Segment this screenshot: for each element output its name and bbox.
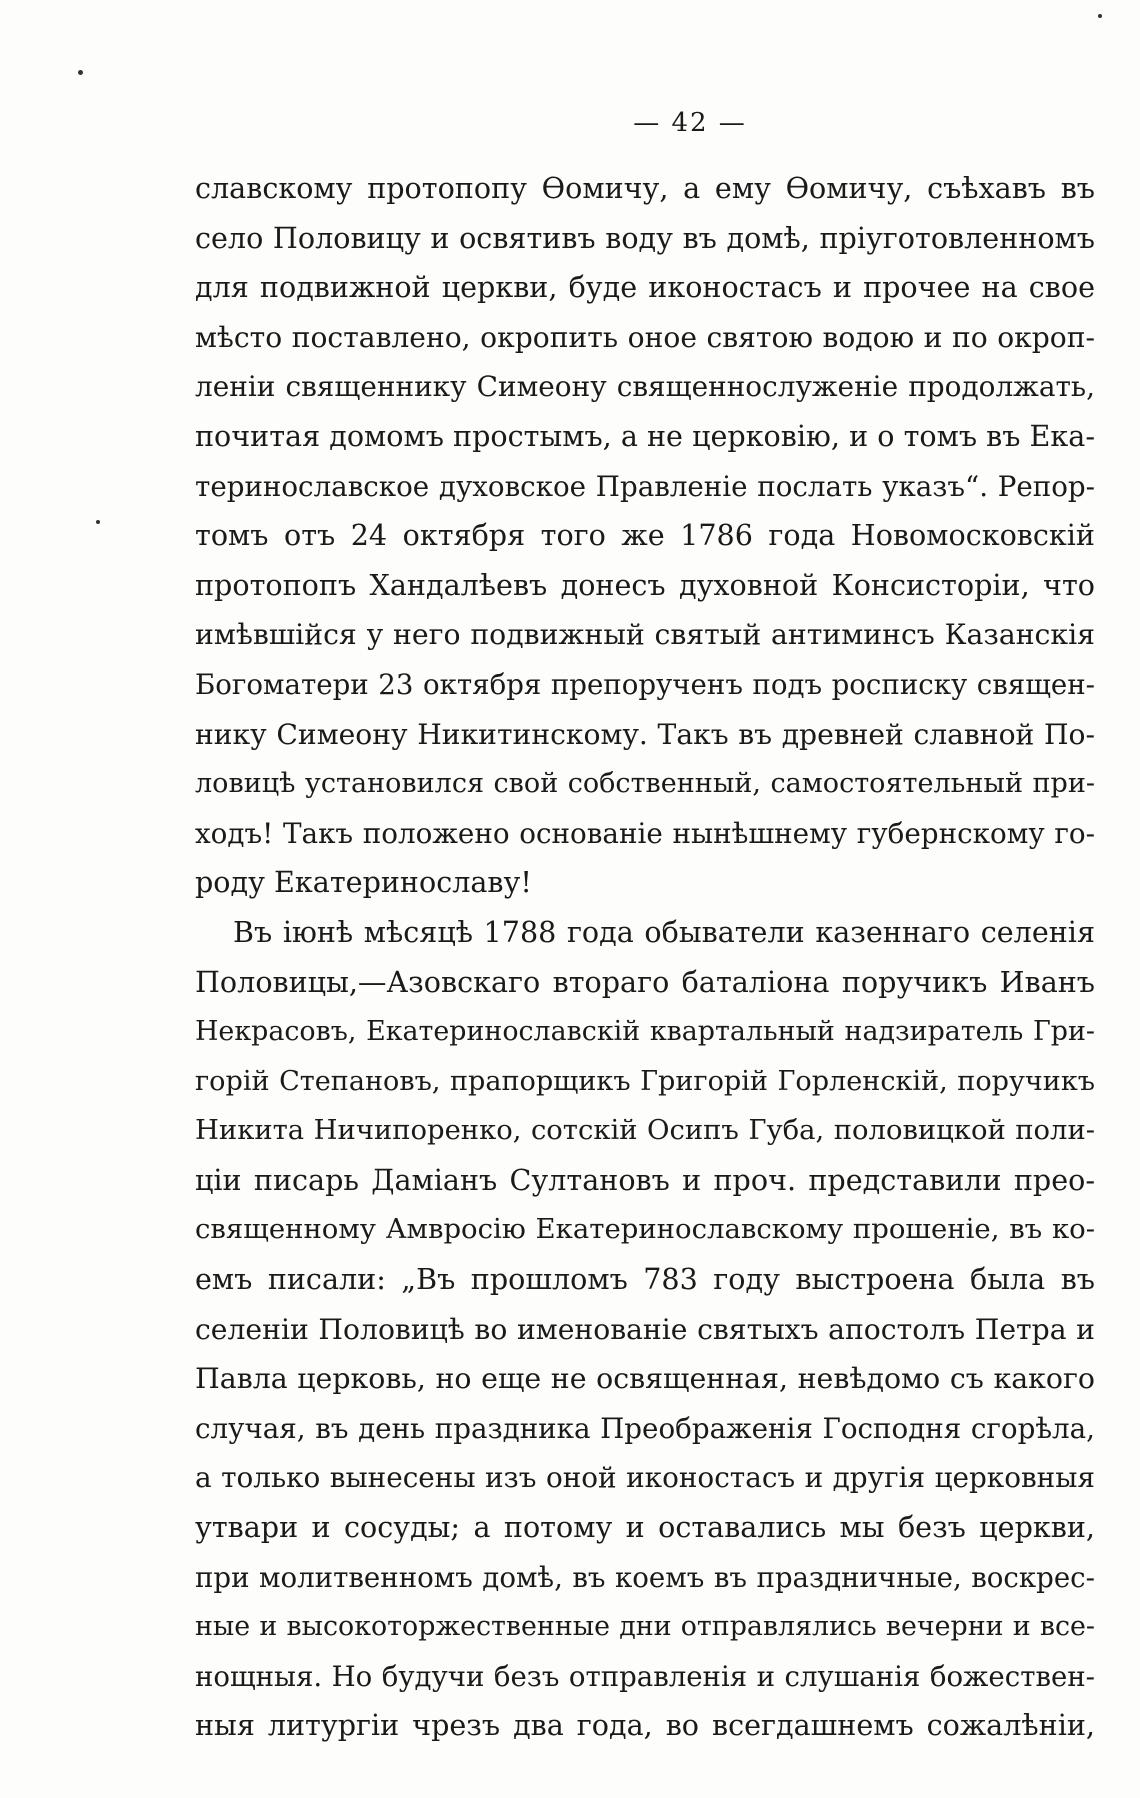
text-line: село Половицу и освятивъ воду въ домѣ, пріуготовленномъ (195, 220, 1095, 255)
text-line: при молитвенномъ домѣ, въ коемъ въ праздничные, воскрес- (195, 1560, 1095, 1594)
book-page (195, 108, 1095, 1751)
text-line: утвари и сосуды; а потому и оставались мы безъ церкви, (195, 1510, 1095, 1545)
text-line: Павла церковь, но еще не освященная, невѣдомо съ какого (195, 1362, 1095, 1396)
text-line: протопопъ Хандалѣевъ донесъ духовной Консисторіи, что (195, 567, 1095, 602)
ink-speck (78, 70, 83, 75)
text-line: ные и высокоторжественные дни отправлялись вечерни и все- (195, 1611, 1095, 1643)
text-line: имѣвшійся у него подвижный святый антиминсъ Казанскія (195, 618, 1095, 652)
text-line: для подвижной церкви, буде иконостасъ и прочее на свое (195, 270, 1095, 305)
text-line: Въ іюнѣ мѣсяцѣ 1788 года обыватели казеннаго селенія (233, 914, 1095, 949)
text-line: славскому протопопу Ѳомичу, а ему Ѳомичу, съѣхавъ въ (195, 171, 1095, 205)
text-line: Половицы,—Азовскаго втораго баталіона поручикъ Иванъ (195, 964, 1095, 999)
text-line: случая, въ день праздника Преображенія Господня сгорѣла, (195, 1411, 1095, 1445)
text-line: почитая домомъ простымъ, а не церковію, и о томъ въ Ека- (195, 418, 1095, 453)
text-line: ціи писарь Даміанъ Султановъ и проч. представили прео- (195, 1162, 1095, 1197)
ink-speck (96, 520, 100, 524)
text-line: священному Амвросію Екатеринославскому прошеніе, въ ко- (195, 1213, 1095, 1246)
paragraph-2 (195, 908, 1095, 1751)
text-line: ныя литургіи чрезъ два года, во всегдашнемъ сожалѣніи, (195, 1708, 1095, 1743)
text-line: томъ отъ 24 октября того же 1786 года Новомосковскій (195, 518, 1095, 553)
text-line: роду Екатеринославу! (195, 865, 532, 900)
text-line: нощныя. Но будучи безъ отправленія и слушанія божествен- (195, 1659, 1095, 1693)
text-line: ловицѣ установился свой собственный, самостоятельный при- (195, 768, 1095, 800)
text-line: нику Симеону Никитинскому. Такъ въ древней славной По- (195, 717, 1095, 751)
ink-speck (1098, 14, 1102, 18)
text-line: селеніи Половицѣ во именованіе святыхъ апостолъ Петра и (195, 1312, 1095, 1346)
text-line: Некрасовъ, Екатеринославскій квартальный надзиратель Гри- (195, 1016, 1095, 1048)
page-number: — 42 — (633, 108, 747, 138)
text-line: теринославское духовское Правленіе послать указъ“. Репор- (195, 469, 1095, 503)
text-line: Никита Ничипоренко, сотскій Осипъ Губа, половицкой поли- (195, 1115, 1095, 1147)
text-line: емъ писали: „Въ прошломъ 783 году выстроена была въ (195, 1262, 1095, 1297)
text-line: горій Степановъ, прапорщикъ Григорій Горленскій, поручикъ (195, 1065, 1095, 1097)
text-line: ходъ! Такъ положено основаніе нынѣшнему губернскому го- (195, 816, 1095, 850)
text-line: леніи священнику Симеону священнослуженіе продолжать, (195, 370, 1095, 404)
text-line: а только вынесены изъ оной иконостасъ и другія церковныя (195, 1461, 1095, 1495)
paragraph-1 (195, 164, 1095, 908)
text-line: мѣсто поставлено, окропить оное святою водою и по окроп- (195, 320, 1095, 354)
text-line: Богоматери 23 октября препорученъ подъ росписку священ- (195, 667, 1095, 701)
